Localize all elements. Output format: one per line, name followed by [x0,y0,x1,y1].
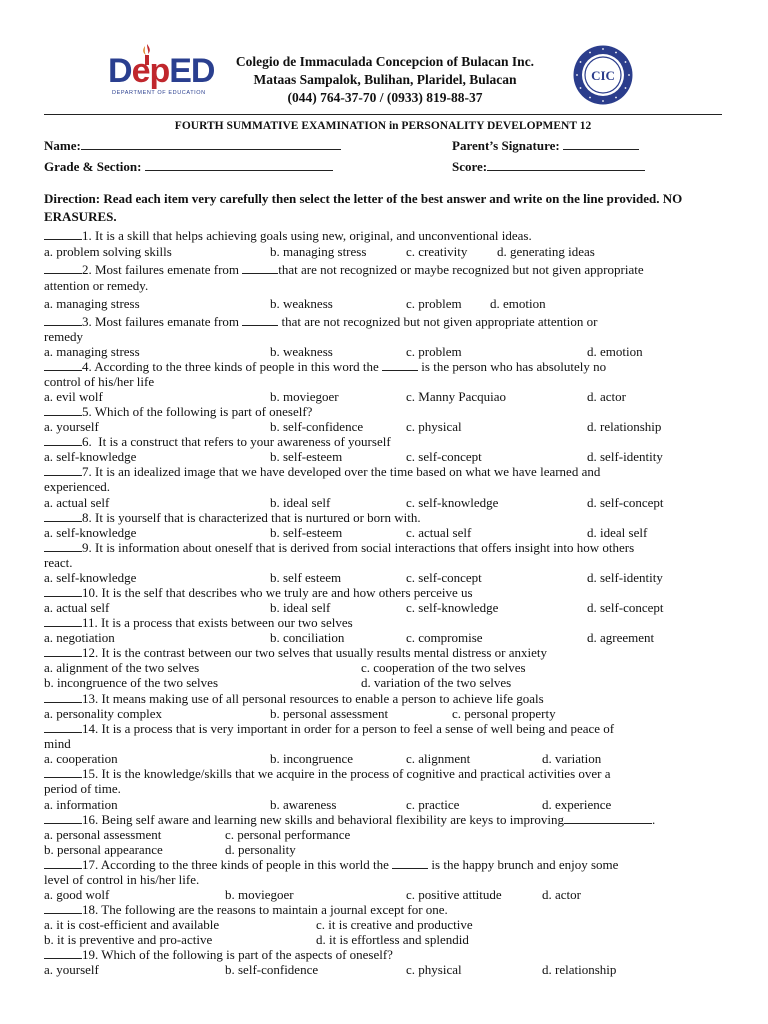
option: b. personal appearance [44,842,163,857]
fill-blank [382,359,418,371]
question-9-cont: react. [44,555,73,570]
answer-blank[interactable] [44,540,82,552]
option: a. it is cost-efficient and available [44,917,220,932]
question-17: 17. According to the three kinds of people in this world the is the happy brunch and enjoy some [44,857,618,872]
question-7: 7. It is an idealized image that we have developed over the time based on what we have learned and [44,464,600,479]
option: a. personal assessment [44,827,162,842]
option: b. weakness [270,344,333,359]
grade-section-line[interactable] [145,158,333,171]
option: a. managing stress [44,344,140,359]
option: a. information [44,797,118,812]
option: b. self-esteem [270,525,343,540]
question-17-cont: level of control in his/her life. [44,872,200,887]
answer-blank[interactable] [44,464,82,476]
option: b. managing stress [270,244,367,259]
option: b. ideal self [270,495,331,510]
option: b. moviegoer [225,887,294,902]
option: b. incongruence of the two selves [44,675,219,690]
option: a. self-knowledge [44,525,137,540]
option: c. self-concept [406,570,482,585]
option: d. experience [542,797,612,812]
answer-blank[interactable] [44,812,82,824]
question-3-cont: remedy [44,329,83,344]
answer-blank[interactable] [44,404,82,416]
signature-line[interactable] [563,137,639,150]
question-13: 13. It means making use of all personal resources to enable a person to achieve life goals [44,691,544,706]
answer-blank[interactable] [44,766,82,778]
name-label: Name: [44,138,81,153]
fill-blank [242,262,278,274]
option: c. problem [406,296,462,311]
option: d. personality [225,842,296,857]
option: a. alignment of the two selves [44,660,200,675]
option: d. actor [542,887,581,902]
option: b. self-esteem [270,449,343,464]
option: a. good wolf [44,887,110,902]
option: d. self-concept [587,495,664,510]
signature-label: Parent’s Signature: [452,138,560,153]
option: b. awareness [270,797,337,812]
option: c. creativity [406,244,468,259]
answer-blank[interactable] [44,585,82,597]
option: c. self-concept [406,449,482,464]
answer-blank[interactable] [44,947,82,959]
answer-blank[interactable] [44,645,82,657]
option: b. ideal self [270,600,331,615]
question-2: 2. Most failures emenate from that are not recognized or maybe recognized but not given appropriate [44,262,644,277]
answer-blank[interactable] [44,902,82,914]
question-5: 5. Which of the following is part of oneself? [44,404,312,419]
option: a. yourself [44,962,99,977]
question-6: 6. It is a construct that refers to your awareness of yourself [44,434,391,449]
school-phone: (044) 764-37-70 / (0933) 819-88-37 [287,90,483,105]
answer-blank[interactable] [44,434,82,446]
option: d. ideal self [587,525,648,540]
answer-blank[interactable] [44,615,82,627]
option: a. self-knowledge [44,449,137,464]
option: a. actual self [44,600,110,615]
question-12: 12. It is the contrast between our two selves that usually results mental distress or anxiety [44,645,547,660]
option: a. cooperation [44,751,118,766]
question-7-cont: experienced. [44,479,111,494]
option: b. conciliation [270,630,345,645]
school-name: Colegio de Immaculada Concepcion of Bulacan Inc. [235,54,535,69]
option: d. relationship [587,419,662,434]
grade-section-field[interactable] [44,158,333,175]
fill-blank [392,857,428,869]
answer-blank[interactable] [44,857,82,869]
fill-blank [242,314,278,326]
option: c. it is creative and productive [316,917,473,932]
answer-blank[interactable] [44,314,82,326]
question-15: 15. It is the knowledge/skills that we acquire in the process of cognitive and practical activities over a [44,766,611,781]
name-line[interactable] [81,137,341,150]
answer-blank[interactable] [44,721,82,733]
option: c. self-knowledge [406,495,499,510]
question-4-cont: control of his/her life [44,374,155,389]
option: b. personal assessment [270,706,389,721]
question-18: 18. The following are the reasons to maintain a journal except for one. [44,902,448,917]
question-2-cont: attention or remedy. [44,278,149,293]
question-14-cont: mind [44,736,71,751]
answer-blank[interactable] [44,691,82,703]
option: a. managing stress [44,296,140,311]
directions: Direction: Read each item very carefully then select the letter of the best answer and write on the line provided. NO ERASURES. [44,191,683,224]
option: d. generating ideas [497,244,595,259]
question-4: 4. According to the three kinds of people in this word the is the person who has absolutely no [44,359,606,374]
score-line[interactable] [487,158,645,171]
option: c. cooperation of the two selves [361,660,526,675]
score-field[interactable] [452,158,645,175]
question-9: 9. It is information about oneself that is derived from social interactions that offers insight into how others [44,540,634,555]
seal-initials: CIC [591,68,615,83]
option: d. emotion [587,344,643,359]
name-field[interactable] [44,137,341,154]
option: c. problem [406,344,462,359]
deped-wordmark: DepED [108,52,215,90]
question-10: 10. It is the self that describes who we truly are and how others perceive us [44,585,473,600]
school-seal-icon [572,44,634,106]
option: d. self-identity [587,449,663,464]
grade-section-label: Grade & Section: [44,159,142,174]
option: b. weakness [270,296,333,311]
answer-blank[interactable] [44,262,82,274]
answer-blank[interactable] [44,510,82,522]
answer-blank[interactable] [44,228,82,240]
option: d. variation of the two selves [361,675,512,690]
signature-field[interactable] [452,137,639,154]
option: d. relationship [542,962,617,977]
option: c. actual self [406,525,472,540]
option: d. self-identity [587,570,663,585]
option: d. it is effortless and splendid [316,932,469,947]
option: d. self-concept [587,600,664,615]
exam-title: FOURTH SUMMATIVE EXAMINATION in PERSONALITY DEVELOPMENT 12 [174,120,592,132]
question-8: 8. It is yourself that is characterized that is nurtured or born with. [44,510,421,525]
question-1: 1. It is a skill that helps achieving goals using new, original, and unconventional ideas. [44,228,532,243]
question-16: 16. Being self aware and learning new skills and behavioral flexibility are keys to improving . [44,812,655,827]
option: a. self-knowledge [44,570,137,585]
option: c. personal property [452,706,556,721]
option: b. it is preventive and pro-active [44,932,213,947]
option: c. compromise [406,630,483,645]
question-19: 19. Which of the following is part of the aspects of oneself? [44,947,393,962]
option: a. evil wolf [44,389,103,404]
option: c. physical [406,419,462,434]
option: b. incongruence [270,751,354,766]
header-divider [44,114,722,115]
option: a. problem solving skills [44,244,172,259]
deped-subtitle: DEPARTMENT OF EDUCATION [112,90,206,96]
answer-blank[interactable] [44,359,82,371]
option: d. emotion [490,296,546,311]
option: c. physical [406,962,462,977]
option: c. positive attitude [406,887,502,902]
option: b. self esteem [270,570,342,585]
option: c. Manny Pacquiao [406,389,507,404]
option: b. self-confidence [225,962,319,977]
option: d. actor [587,389,626,404]
option: a. negotiation [44,630,115,645]
question-11: 11. It is a process that exists between our two selves [44,615,353,630]
option: a. yourself [44,419,99,434]
option: b. self-confidence [270,419,364,434]
question-15-cont: period of time. [44,781,121,796]
question-14: 14. It is a process that is very important in order for a person to feel a sense of well being and peace of [44,721,614,736]
score-label: Score: [452,159,488,174]
option: c. self-knowledge [406,600,499,615]
option: c. alignment [406,751,471,766]
option: b. moviegoer [270,389,339,404]
fill-blank [564,812,652,824]
option: c. practice [406,797,460,812]
option: a. personality complex [44,706,163,721]
school-address: Mataas Sampalok, Bulihan, Plaridel, Bulacan [253,72,517,87]
option: a. actual self [44,495,110,510]
question-3: 3. Most failures emanate from that are not recognized but not given appropriate attention or [44,314,597,329]
option: c. personal performance [225,827,351,842]
option: d. agreement [587,630,655,645]
option: d. variation [542,751,602,766]
